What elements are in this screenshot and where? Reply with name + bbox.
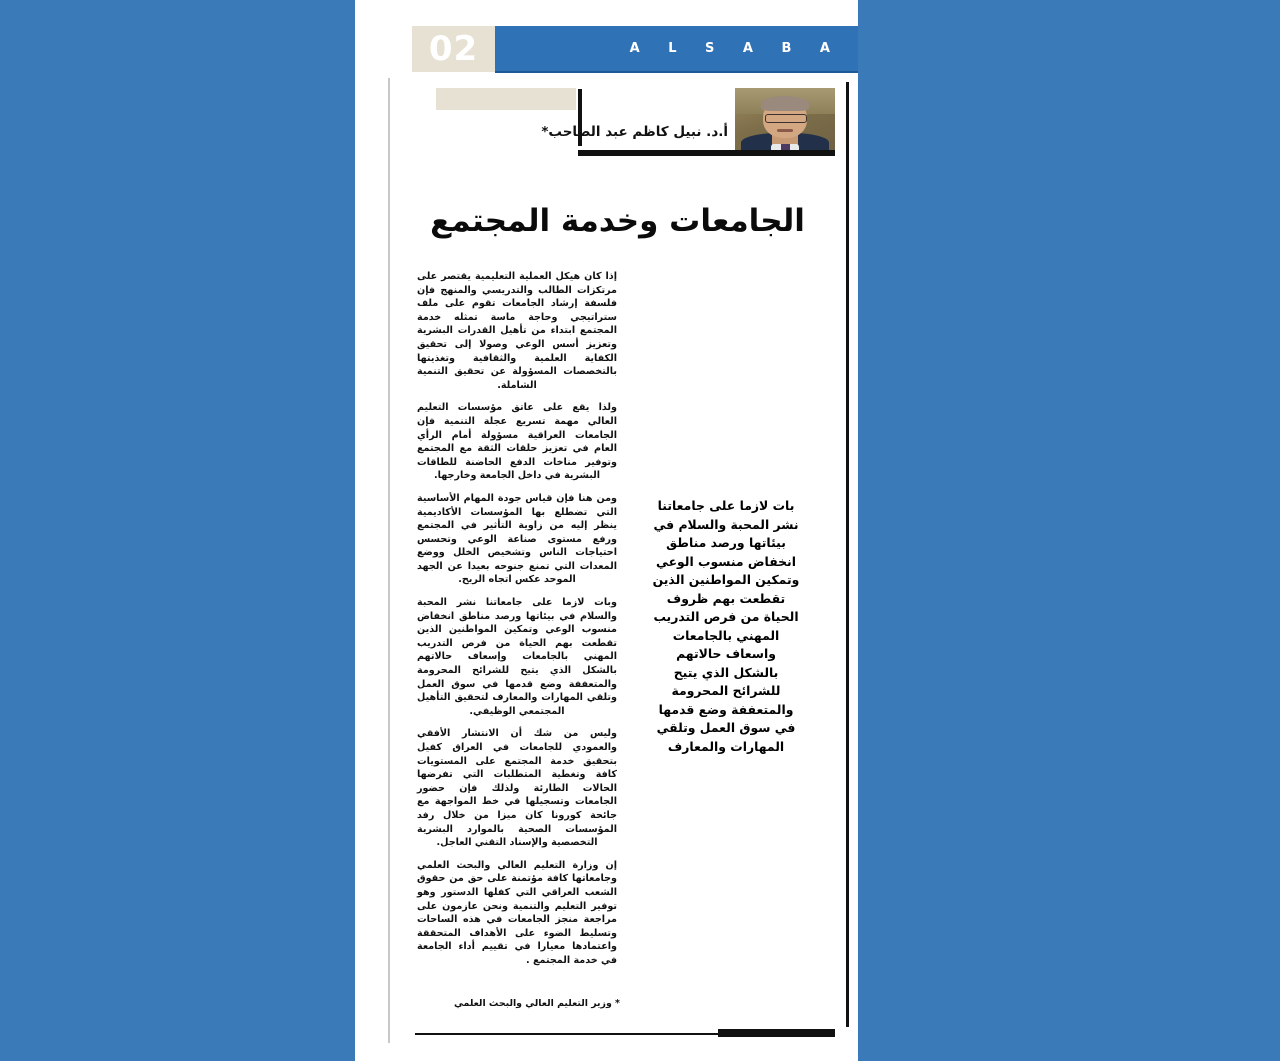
byline <box>410 88 835 162</box>
page-number-box <box>412 26 495 72</box>
byline-tint-block <box>436 88 576 110</box>
bottom-rule-thick <box>718 1029 835 1037</box>
page-number: 02 <box>428 29 479 69</box>
masthead-band <box>495 26 858 73</box>
newspaper-page <box>355 0 858 1061</box>
article-headline: الجامعات وخدمة المجتمع <box>430 202 805 239</box>
byline-horizontal-rule <box>578 150 835 156</box>
article-paragraph: ومن هنا فإن قياس جودة المهام الأساسية التي تضطلع بها المؤسسات الأكاديمية ينظر إليه من زاوية التأثير في المجتمع ورفع مستوى صناعة الوعي وتحسس احتياجات الناس وتشخيص الخلل ووضع المعدات التي تمنع جنوحه بعيدا عن الجهد الموحد عكس اتجاه الريح. <box>417 492 617 586</box>
column-rule-right <box>846 82 849 1027</box>
publication-title: A L S A B A <box>629 41 842 56</box>
column-rule-left <box>388 78 390 1043</box>
article-paragraph: وبات لازما على جامعاتنا نشر المحبة والسلام في بيئاتها ورصد مناطق انخفاض منسوب الوعي وتمكين المواطنين الذين تقطعت بهم الحياة من فرص التدريب المهني بالجامعات وإسعاف حالاتهم بالشكل الذي يتيح للشرائح المحرومة والمتعففة وضع قدمها في سوق العمل وتلقي المهارات والمعارف لتحقيق التأهيل المجتمعي الوظيفي. <box>417 597 617 717</box>
photo-mouth <box>777 129 793 132</box>
article-body <box>417 270 617 977</box>
photo-hair <box>761 96 809 111</box>
author-name: أ.د. نبيل كاظم عبد الصاحب* <box>541 124 728 140</box>
photo-eyeglasses <box>765 114 807 123</box>
article-paragraph: وليس من شك أن الانتشار الأفقي والعمودي للجامعات في العراق كفيل بتحقيق خدمة المجتمع على المستويات كافة وتغطية المتطلبات التي تفرضها الحالات الطارئة ولذلك فإن حضور الجامعات وتسجيلها في خط المواجهة مع جائحة كورونا كان ميزا من خلال رفد المؤسسات الصحية بالموارد البشرية التخصصية والإسناد التقني العاجل. <box>417 728 617 849</box>
article-paragraph: إذا كان هيكل العملية التعليمية يقتصر على مرتكزات الطالب والتدريسي والمنهج فإن فلسفة إرشاد الجامعات تقوم على ملف ستراتيجي وحاجة ماسة تمثله خدمة المجتمع ابتداء من تأهيل القدرات البشرية وتعزيز أسس الوعي وصولا إلى تحقيق الكفاية العلمية والثقافية وتغذيتها بالتخصصات المسؤولة عن تحقيق التنمية الشاملة. <box>417 271 617 391</box>
pull-quote: بات لازما على جامعاتنا نشر المحبة والسلام في بيئاتها ورصد مناطق انخفاض منسوب الوعي وتمكين المواطنين الذين تقطعت بهم ظروف الحياة من فرص التدريب المهني بالجامعات واسعاف حالاتهم بالشكل الذي يتيح للشرائح المحرومة والمتعففة وضع قدمها في سوق العمل وتلقي المهارات والمعارف <box>652 498 800 754</box>
masthead <box>355 26 858 72</box>
author-footnote: * وزير التعليم العالي والبحث العلمي <box>454 998 620 1009</box>
author-photo <box>735 88 835 156</box>
article-paragraph: ولذا يقع على عاتق مؤسسات التعليم العالي مهمة تسريع عجلة التنمية فإن الجامعات العراقية مسؤولة أمام الرأي العام في تعزيز حلقات الثقة مع المجتمع وتوفير مناخات الدفع الحاضنة للطاقات البشرية في داخل الجامعة وخارجها. <box>417 402 617 482</box>
article-paragraph: إن وزارة التعليم العالي والبحث العلمي وجامعاتها كافة مؤتمنة على حق من حقوق الشعب العراقي التي كفلها الدستور وهو توفير التعليم والتنمية ونحن عازمون على مراجعة منجز الجامعات في هذه الساحات وتسليط الضوء على الأهداف المتحققة واعتمادها معيارا في تقييم أداء الجامعة في خدمة المجتمع . <box>417 859 617 966</box>
